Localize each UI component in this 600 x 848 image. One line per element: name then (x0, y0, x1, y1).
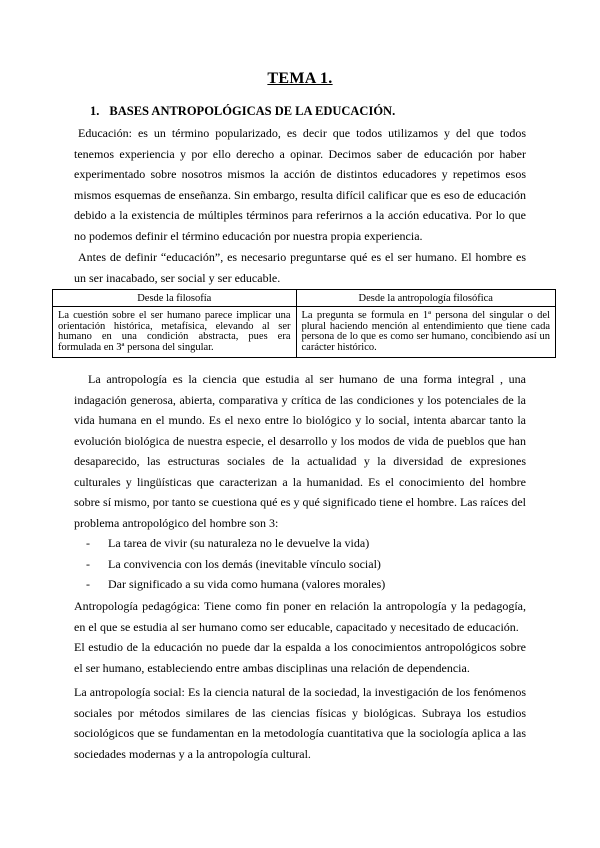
paragraph-antropologia-social: La antropología social: Es la ciencia natural de la sociedad, la investigación de los fenómenos sociales por métodos similares de las ciencias físicas y biológicas. Subraya los estudios sociológicos que se fundamentan en la metodología cuantitativa que la sociología aplica a las sociedades modernas y a la antropología cultural. (74, 685, 526, 761)
table-header-cell: Desde la filosofía (53, 290, 297, 307)
table-cell: La cuestión sobre el ser humano parece implicar una orientación histórica, metafísica, elevando al ser humano en una condición abstracta, pues era formulada en 3ª persona del singular. (53, 307, 297, 358)
table-row (53, 307, 556, 358)
section-heading-text: BASES ANTROPOLÓGICAS DE LA EDUCACIÓN. (109, 104, 396, 118)
section-heading (90, 104, 395, 119)
list-bullet: - (86, 556, 90, 571)
list-bullet: - (86, 577, 90, 591)
list-item (86, 574, 385, 595)
table-cell: La pregunta se formula en 1ª persona del singular o del plural haciendo mención al entendimiento que tiene cada persona de lo que es como ser humano, concibiendo así un carácter histórico. (296, 307, 555, 358)
list-bullet: - (86, 536, 90, 550)
document-title: TEMA 1. (267, 70, 333, 87)
section-number: 1. (90, 104, 100, 118)
paragraph-ser-humano: Antes de definir “educación”, es necesario preguntarse qué es el ser humano. El hombre es un ser inacabado, ser social y ser educable. (74, 250, 526, 285)
comparison-table (52, 289, 556, 358)
paragraph-antropologia: La antropología es la ciencia que estudia al ser humano de una forma integral , una indagación generosa, abierta, comparativa y crítica de las condiciones y los potenciales de la vida humana en el mundo. Es el nexo entre lo biológico y lo social, intenta abarcar tanto la evolución biológica de nuestra especie, el desarrollo y los modos de vida de pueblos que han desaparecido, las estructuras sociales de la actualidad y la diversidad de expresiones culturales y lingüísticas que caracterizan a la humanidad. Es el conocimiento del hombre sobre sí mismo, por tanto se cuestiona qué es y qué significado tiene el hombre. Las raíces del problema antropológico del hombre son 3: (74, 372, 526, 530)
list-item (86, 533, 385, 554)
roots-list (86, 533, 385, 595)
list-item-text: La tarea de vivir (su naturaleza no le devuelve la vida) (108, 536, 370, 550)
table-header-cell: Desde la antropología filosófica (296, 290, 555, 307)
table-header-row (53, 290, 556, 307)
paragraph-educacion: Educación: es un término popularizado, es decir que todos utilizamos y del que todos tenemos experiencia y por ello derecho a opinar. Decimos saber de educación por haber experimentado sobre nosotros mismos la acción de distintos educadores y repetimos esos mismos esquemas de enseñanza. Sin embargo, resulta difícil calificar que es eso de educación debido a la existencia de múltiples términos para referirnos a la acción educativa. Por lo que no podemos definir el término educación por nuestra propia experiencia. (74, 126, 526, 243)
paragraph-antropologia-pedagogica: Antropología pedagógica: Tiene como fin poner en relación la antropología y la pedagogía, en el que se estudia al ser humano como ser educable, capacitado y necesitado de educación. (74, 599, 526, 634)
list-item-text: La convivencia con los demás (inevitable vínculo social) (108, 556, 381, 571)
paragraph-estudio-educacion: El estudio de la educación no puede dar la espalda a los conocimientos antropológicos sobre el ser humano, estableciendo entre ambas disciplinas una relación de dependencia. (74, 640, 526, 675)
list-item (86, 554, 385, 575)
list-item-text: Dar significado a su vida como humana (valores morales) (108, 577, 386, 591)
